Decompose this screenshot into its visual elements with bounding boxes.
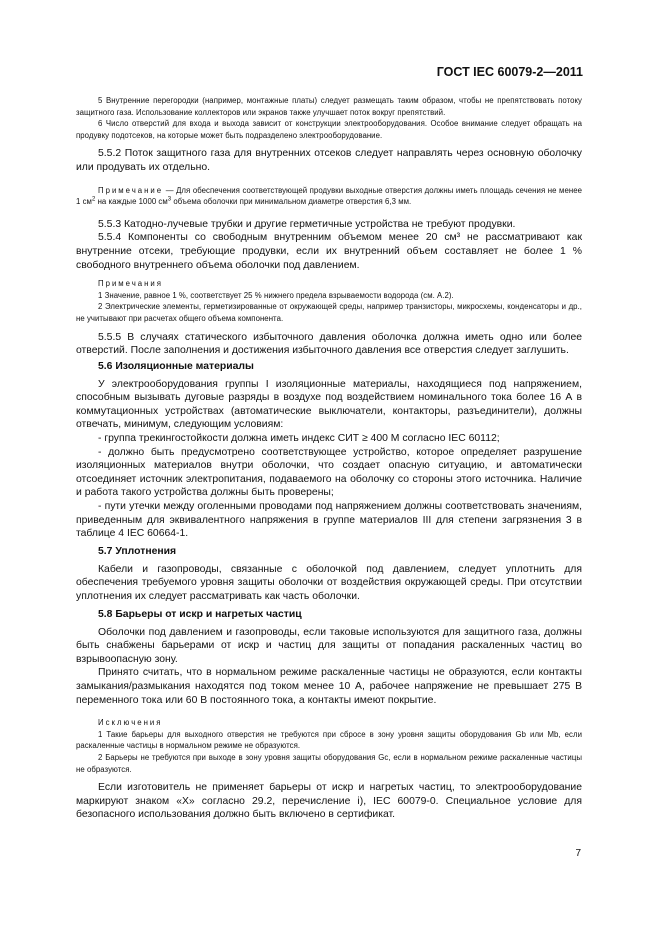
clause-5-5-4-note-2: 2 Электрические элементы, герметизированные от окружающей среды, например транзисторы, микросхемы, конденсаторы и др., не учитывают при расчетах общего объема компонента. bbox=[76, 302, 582, 323]
section-5-6-bullet-1: - группа трекингостойкости должна иметь индекс СИТ ≥ 400 М согласно IEC 60112; bbox=[98, 433, 500, 445]
note-label: Примечание bbox=[98, 185, 164, 195]
clause-5-5-4: 5.5.4 Компоненты со свободным внутренним объемом менее 20 см³ не рассматривают как внутренние отсеки, требующие продувки, если их внутренний объем составляет не более 1 % свободного внутреннего объема оболочки под давлением. bbox=[76, 232, 582, 271]
note-6: 6 Число отверстий для входа и выхода зависит от конструкции электрооборудования. Особое внимание следует обращать на продувку подотсеков, на которые может быть подразделено электрооборудование. bbox=[76, 119, 582, 140]
clause-5-5-2-note: Примечание — Для обеспечения соответствующей продувки выходные отверстия должны иметь площадь сечения не менее 1 $см^2$ на каждые 1000 $см^3$ объема оболочки при минимальном диаметре отверстия 6,3 мм. bbox=[76, 185, 582, 207]
section-5-8-para-3: Если изготовитель не применяет барьеры от искр и нагретых частиц, то электрооборудование маркируют знаком «Х» согласно 29.2, перечисление i), IEC 60079-0. Специальное условие для безопасного использования должно быть включено в сертификат. bbox=[76, 782, 582, 821]
section-5-6-title: 5.6 Изоляционные материалы bbox=[98, 360, 254, 372]
exceptions-label: Исключения bbox=[98, 718, 163, 728]
section-5-8-para-1: Оболочки под давлением и газопроводы, если таковые используются для защитного газа, должны быть снабжены барьерами от искр и частиц для защиты от попадания раскаленных частиц во взрывоопасную зону. bbox=[76, 626, 582, 665]
section-5-6-bullet-2: - должно быть предусмотрено соответствующее устройство, которое определяет разрушение изоляционных материалов внутри оболочки, что создает опасную ситуацию, и автоматически отсоединяет источник электропитания, подаваемого на оболочку со стороны этого источника. Наличие и работа такого устройства должны быть проверены; bbox=[76, 446, 582, 499]
clause-5-5-4-note-1: 1 Значение, равное 1 %, соответствует 25 % нижнего предела взрываемости водорода (см. А.2). bbox=[98, 290, 454, 300]
section-5-6-bullet-3: - пути утечки между оголенными проводами под напряжением должны соответствовать значениям, приведенным для эквивалентного напряжения в группе материалов III для степени загрязнения 3 в таблице 4 IEC 60664-1. bbox=[76, 501, 582, 540]
notes-label: Примечания bbox=[98, 279, 164, 289]
note-5: 5 Внутренние перегородки (например, монтажные платы) следует размещать таким образом, чтобы не препятствовать потоку защитного газа. Использование коллекторов или экранов также улучшает поток вокруг препятствий. bbox=[76, 96, 582, 117]
section-5-7-title: 5.7 Уплотнения bbox=[98, 545, 177, 557]
page-number: 7 bbox=[575, 848, 581, 859]
section-5-7-para: Кабели и газопроводы, связанные с оболочкой под давлением, следует уплотнить для обеспечения требуемого уровня защиты оболочки от воздействия окружающей среды. При отсутствии уплотнения их следует рассматривать как часть оболочки. bbox=[76, 563, 582, 602]
clause-5-5-2: 5.5.2 Поток защитного газа для внутренних отсеков следует направлять через основную оболочку или продувать их отдельно. bbox=[76, 148, 582, 173]
section-5-8-para-2: Принято считать, что в нормальном режиме раскаленные частицы не образуются, если контакты замыкания/размыкания находятся под током менее 10 А, рабочее напряжение не превышает 275 В переменного тока или 60 В постоянного тока, а контакты имеют покрытие. bbox=[76, 667, 582, 706]
clause-5-5-5: 5.5.5 В случаях статического избыточного давления оболочка должна иметь одно или более отверстий. После заполнения и достижения избыточного давления все отверстия следует заглушить. bbox=[76, 331, 582, 357]
exception-1: 1 Такие барьеры для выходного отверстия не требуются при сбросе в зону уровня защиты оборудования Gb или Mb, если раскаленные частицы в нормальном режиме не образуются. bbox=[76, 729, 582, 751]
standard-header: ГОСТ IEC 60079-2—2011 bbox=[436, 65, 583, 79]
section-5-6-para: У электрооборудования группы I изоляционные материалы, находящиеся под напряжением, способным вызывать дуговые разряды в воздухе под воздействием номинального тока более 16 А в коммутационных устройствах (автоматические выключатели, контакторы, разъединители), должны отвечать, минимум, следующим условиям: bbox=[76, 378, 582, 431]
exception-2: 2 Барьеры не требуются при выходе в зону уровня защиты оборудования Gc, если в нормальном режиме раскаленные частицы не образуются. bbox=[76, 752, 582, 774]
section-5-8-title: 5.8 Барьеры от искр и нагретых частиц bbox=[98, 608, 302, 620]
clause-5-5-3: 5.5.3 Катодно-лучевые трубки и другие герметичные устройства не требуют продувки. bbox=[98, 218, 516, 230]
page-content bbox=[76, 95, 582, 822]
